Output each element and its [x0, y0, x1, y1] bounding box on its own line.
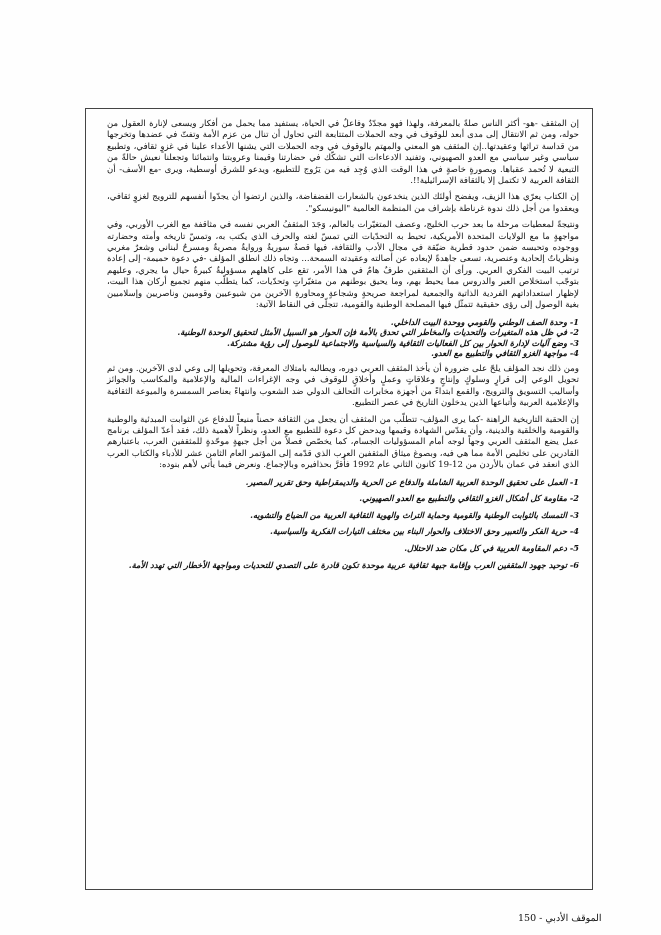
list-item: 4- حرية الفكر والتعبير وحق الاختلاف والحوار البناء بين مختلف التيارات الفكرية والسياسية. [270, 526, 579, 537]
list-item: 3- وضع آليات لإدارة الحوار بين كل الفعاليات الثقافية والسياسية والاجتماعية للوصول إلى رؤية مشتركة. [227, 337, 579, 348]
list-item: 4- مواجهة الغزو الثقافي والتطبيع مع العدو. [431, 348, 579, 359]
paragraph: ونتيجةً لمعطيات مرحلة ما بعد حرب الخليج، وعصف المتغيّرات بالعالم، وَجَدَ المثقفُ العربي نفسه في مثاقفة مع الغرب الأوربي، وفي مواجهةٍ ما مع الولايات المتحدة الأمريكية، تحيط به التحدّيات التي تمسّ لغته والحرف الذي يكتب به، وتمسّ تاريخه وأمته وحضارته ووجوده وتحبسه ضمن حدود قطرية ضيّقة في مجال الأدب والثقافة، فيها قصةٌ سوريةٌ وروايةٌ مصريةٌ ومسرحٌ لبناني وشعرٌ مغربي ونظرياتٌ إلحادية وعنصرية، تسعى جاهدةً لإبعاده عن أصالته وعقيدته السمحة... وتجاه ذلك انطلق المؤلف -في دعوة حميمة- إلى إعادة ترتيب البيت الفكري العربي. ورأى أن المثقفين طرفٌ هامٌ في هذا الأمر، تقع على كاهلهم مسؤوليةٌ كبيرةٌ حيال ما يجري، وعليهم بتوجّب استخلاص العبر والدروس مما يحيط بهم، وما يحيق بوطنهم من متغيّراتٍ وتحدّيات، كما يتطلّب منهم تجميع أركان هذا البيت، لإظهار استعداداتهم الفردية الذاتية والجمعية لمراجعة صريحةٍ وشجاعةٍ ومحاورةِ الآخرين من شيوعيين وقوميين وناصريين وإسلاميين بغية الوصول إلى رؤى حقيقية تتمثّل فيها المصلحة الوطنية والقومية، تتجلّى في النقاط الآتية: [107, 220, 579, 311]
paragraph: إن المثقف -هو- أكثر الناس صلةً بالمعرفة، ولهذا فهو مجدّدٌ وفاعلٌ في الحياة، يستفيد مما يحمل من أفكار ويسعى لإنارة العقول من حوله، ومن ثم الانتقال إلى مدى أبعد للوقوف في وجه الحملات المتتابعة التي تحاول أن تنال من عزم الأمة وتفتّ في عضدها وتخرجها من قداسة تراثها وعقيدتها..إن المثقف هو المعني والمهتم بالوقوف في وجه الحملات التي يشنها الأعداء علينا في غزوٍ ثقافي، وتطبيع سياسي وغير سياسي مع العدو الصهيوني، وتفنيد الادعاءات التي تشكّك في حضارتنا وقيمنا وعروبتنا وانتمائنا وتجعلنا نعيش حالةً من التبعية لا تُحمد عقباها. وبصورةٍ خاصةٍ في هذا الوقت الذي وُجِد فيه من يَرُوج للتطبيع، ويدعو للشرق أوسطية، ويرى -مع الأسف- أن الثقافة العربية لا تكتمل إلا بالثقافة الإسرائيلية!!. [107, 119, 579, 187]
paragraph: إن الكتاب يعرّي هذا الزيف، ويفضح أولئك الذين ينخدعون بالشعارات الفضفاضة، والذين ارتضوا أن يجدّوا أنفسهم للترويج لغزوٍ ثقافي، ويعقدوا من أجل ذلك ندوة غرناطة بإشراف من المنظمة العالمية "اليونيسكو". [107, 192, 579, 214]
list-item: 2- مقاومة كل أشكال الغزو الثقافي والتطبيع مع العدو الصهيوني. [359, 493, 579, 504]
list-item: 2- في ظل هذه المتغيرات والتحديات والمخاطر التي تحدق بالأمة فإن الحوار هو السبيل الأمثل لتحقيق الوحدة الوطنية. [177, 327, 579, 338]
list-item: 3- التمسك بالثوابت الوطنية والقومية وحماية التراث والهوية الثقافية العربية من الضياع والتشويه. [250, 509, 579, 520]
list-item: 1- وحدة الصف الوطني والقومي ووحدة البيت الداخلي. [390, 316, 579, 327]
article-body [107, 119, 579, 576]
paragraph: ومن ذلك نجد المؤلف يلحّ على ضرورة أن يأخذ المثقف العربي دوره، ويطالبه بامتلاك المعرفة، وتحويلها إلى وعي لدى الآخرين. ومن ثم تحويل الوعي إلى قرارٍ وسلوكٍ وإنتاجٍ وعلاقاتٍ وعملٍ وأخلاقٍ للوقوف في وجه الإغراءات المالية والإعلامية والمكاسب والجوائز وأساليب التسويق والترويج، والقمع ابتداءً من أجهزة مخابرات التحالف الدولي ضد الشعوب وانتهاءً بعناصر السمسرة والميوعة الثقافية والإعلامية العربية وأتباعها الذين يدخلون التاريخ في عصر التطبيع. [107, 363, 579, 409]
page-footer: الموقف الأدبي - 150 [518, 913, 602, 924]
points-list-b [107, 477, 579, 571]
paragraph: إن الحقبة التاريخية الراهنة -كما يرى المؤلف- تتطلّب من المثقف أن يجعل من الثقافة حصناً منيعاً للدفاع عن الثوابت المبدئية والوطنية والقومية والخلقية والدينية، وأن يقدّس الشهادة وقيمها ويدحض كل دعوة للتطبيع مع العدو، ونظراً لأهمية ذلك، فقد أعدّ المؤلف برنامج عمل يضع المثقف العربي وجهاً لوجه أمام المسؤوليات الجسام، كما يخصّص فصلاً من أجل جبهةٍ موحّدةٍ للمثقفين العرب، باعتبارهم القادرين على تخليص الأمة مما هي فيه، وبصوغ ميثاق المثقفين العرب الذي قدّمه إلى المؤتمر العام الثامن عشر للأدباء والكتاب العرب الذي انعقد في عمان بالأردن من 12-19 كانون الثاني عام 1992 فأُقرَّ بحذافيره وبالإجماع. ونعرض فيما يأتي لأهم بنوده: [107, 414, 580, 471]
list-item: 1- العمل على تحقيق الوحدة العربية الشاملة والدفاع عن الحرية والديمقراطية وحق تقرير المصير. [245, 476, 579, 487]
list-item: 6- توحيد جهود المثقفين العرب وإقامة جبهة ثقافية عربية موحدة تكون قادرة على التصدي للتحديات ومواجهة الأخطار التي تهدد الأمة. [128, 559, 579, 570]
list-item: 5- دعم المقاومة العربية في كل مكان ضد الاحتلال. [404, 542, 579, 553]
points-list-a [107, 317, 579, 359]
